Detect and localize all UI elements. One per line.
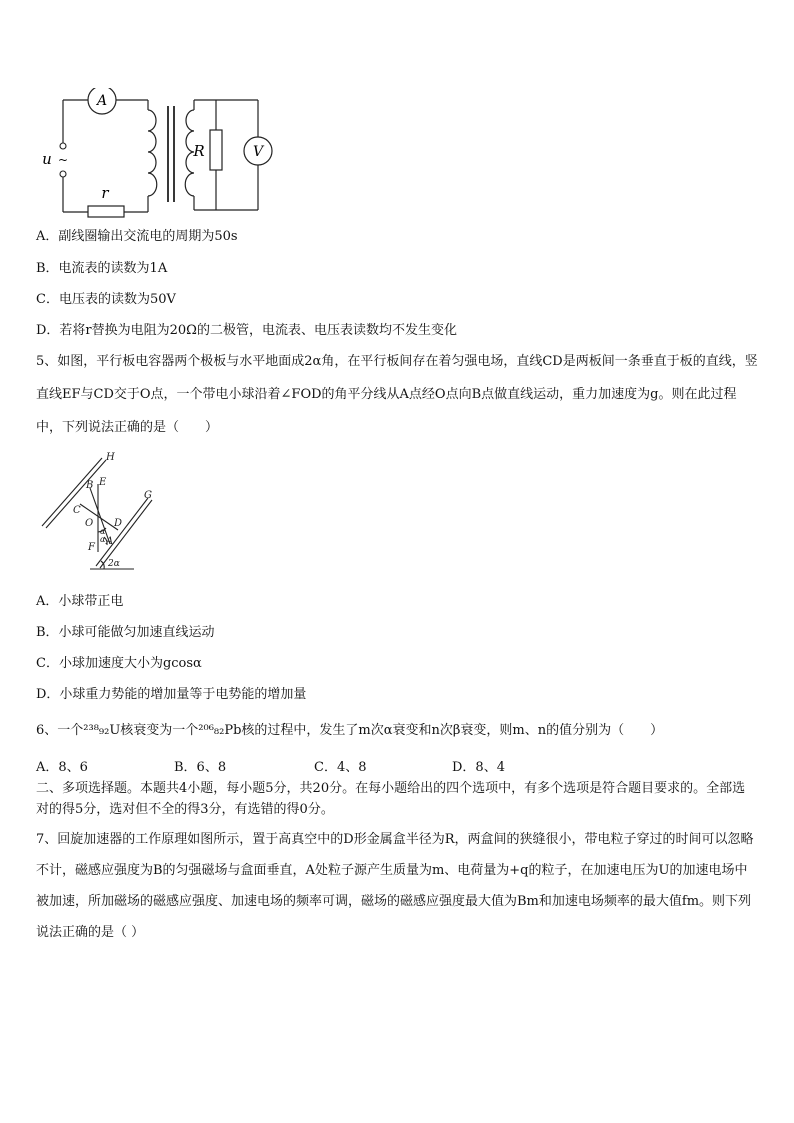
q6-option-a: A．8、6	[36, 760, 88, 775]
svg-text:r: r	[101, 184, 109, 202]
q5-option-b: B．小球可能做匀加速直线运动	[36, 625, 215, 640]
q4-option-c: C．电压表的读数为50V	[36, 292, 176, 307]
svg-text:u: u	[42, 150, 52, 168]
q4-option-b: B．电流表的读数为1A	[36, 261, 168, 276]
section2-instructions	[36, 778, 758, 820]
svg-text:H: H	[106, 452, 115, 463]
q6-option-d: D．8、4	[452, 760, 505, 775]
svg-text:A: A	[106, 536, 114, 547]
svg-text:D: D	[114, 518, 123, 529]
resistor-r	[88, 184, 124, 217]
q5-option-d: D．小球重力势能的增加量等于电势能的增加量	[36, 687, 307, 702]
ammeter	[88, 88, 116, 114]
svg-text:R: R	[193, 142, 205, 160]
resistor-R	[192, 130, 222, 170]
q7-stem: 7、回旋加速器的工作原理如图所示，置于高真空中的D形金属盒半径为R，两盒间的狭缝很小，带电粒子穿过的时间可以忽略不计，磁感应强度为B的匀强磁场与盒面垂直，A处粒子源产生质量为m、电荷量为+q的粒子，在加速电压为U的加速电场中被加速，所加磁场的磁感应强度、加速电场的频率可调，磁场的磁感应强度最大值为Bm和加速电场频率的最大值fm。则下列说法正确的是（ ）	[36, 832, 754, 940]
svg-text:B: B	[86, 480, 94, 491]
q6-option-b: B．6、8	[174, 760, 227, 775]
q5-option-a: A．小球带正电	[36, 594, 124, 609]
q4-option-d: D．若将r替换为电阻为20Ω的二极管，电流表、电压表读数均不发生变化	[36, 323, 457, 338]
transformer-circuit-figure	[36, 88, 286, 220]
svg-text:2α: 2α	[108, 559, 120, 569]
svg-text:F: F	[88, 542, 95, 553]
svg-text:V: V	[252, 144, 264, 160]
q6-option-c: C．4、8	[314, 760, 367, 775]
ac-source	[42, 143, 68, 177]
svg-text:G: G	[144, 490, 152, 501]
svg-text:A: A	[96, 93, 108, 109]
q5-option-c: C．小球加速度大小为gcosα	[36, 656, 202, 671]
svg-text:α: α	[100, 527, 106, 536]
svg-text:α: α	[100, 535, 106, 544]
q6-stem: 6、一个²³⁸₉₂U核衰变为一个²⁰⁶₈₂Pb核的过程中，发生了m次α衰变和n次β衰变，则m、n的值分别为（ ）	[36, 723, 664, 738]
voltmeter	[244, 137, 272, 165]
capacitor-plates-figure	[36, 448, 168, 574]
svg-text:~: ~	[57, 153, 69, 167]
svg-text:C: C	[73, 505, 81, 516]
svg-text:O: O	[85, 518, 94, 529]
section2-heading: 二、多项选择题	[36, 781, 128, 796]
q4-option-a: A．副线圈输出交流电的周期为50s	[36, 229, 238, 244]
svg-text:E: E	[99, 477, 107, 488]
section2-text: 。本题共4小题，每小题5分，共20分。在每小题给出的四个选项中，有多个选项是符合题目要求的。全部选对的得5分，选对但不全的得3分，有选错的得0分。	[36, 781, 746, 817]
q5-stem: 5、如图，平行板电容器两个极板与水平地面成2α角，在平行板间存在着匀强电场，直线CD是两板间一条垂直于板的直线，竖直线EF与CD交于O点，一个带电小球沿着∠FOD的角平分线从A点经O点向B点做直线运动，重力加速度为g。则在此过程中，下列说法正确的是（ ）	[36, 354, 758, 435]
